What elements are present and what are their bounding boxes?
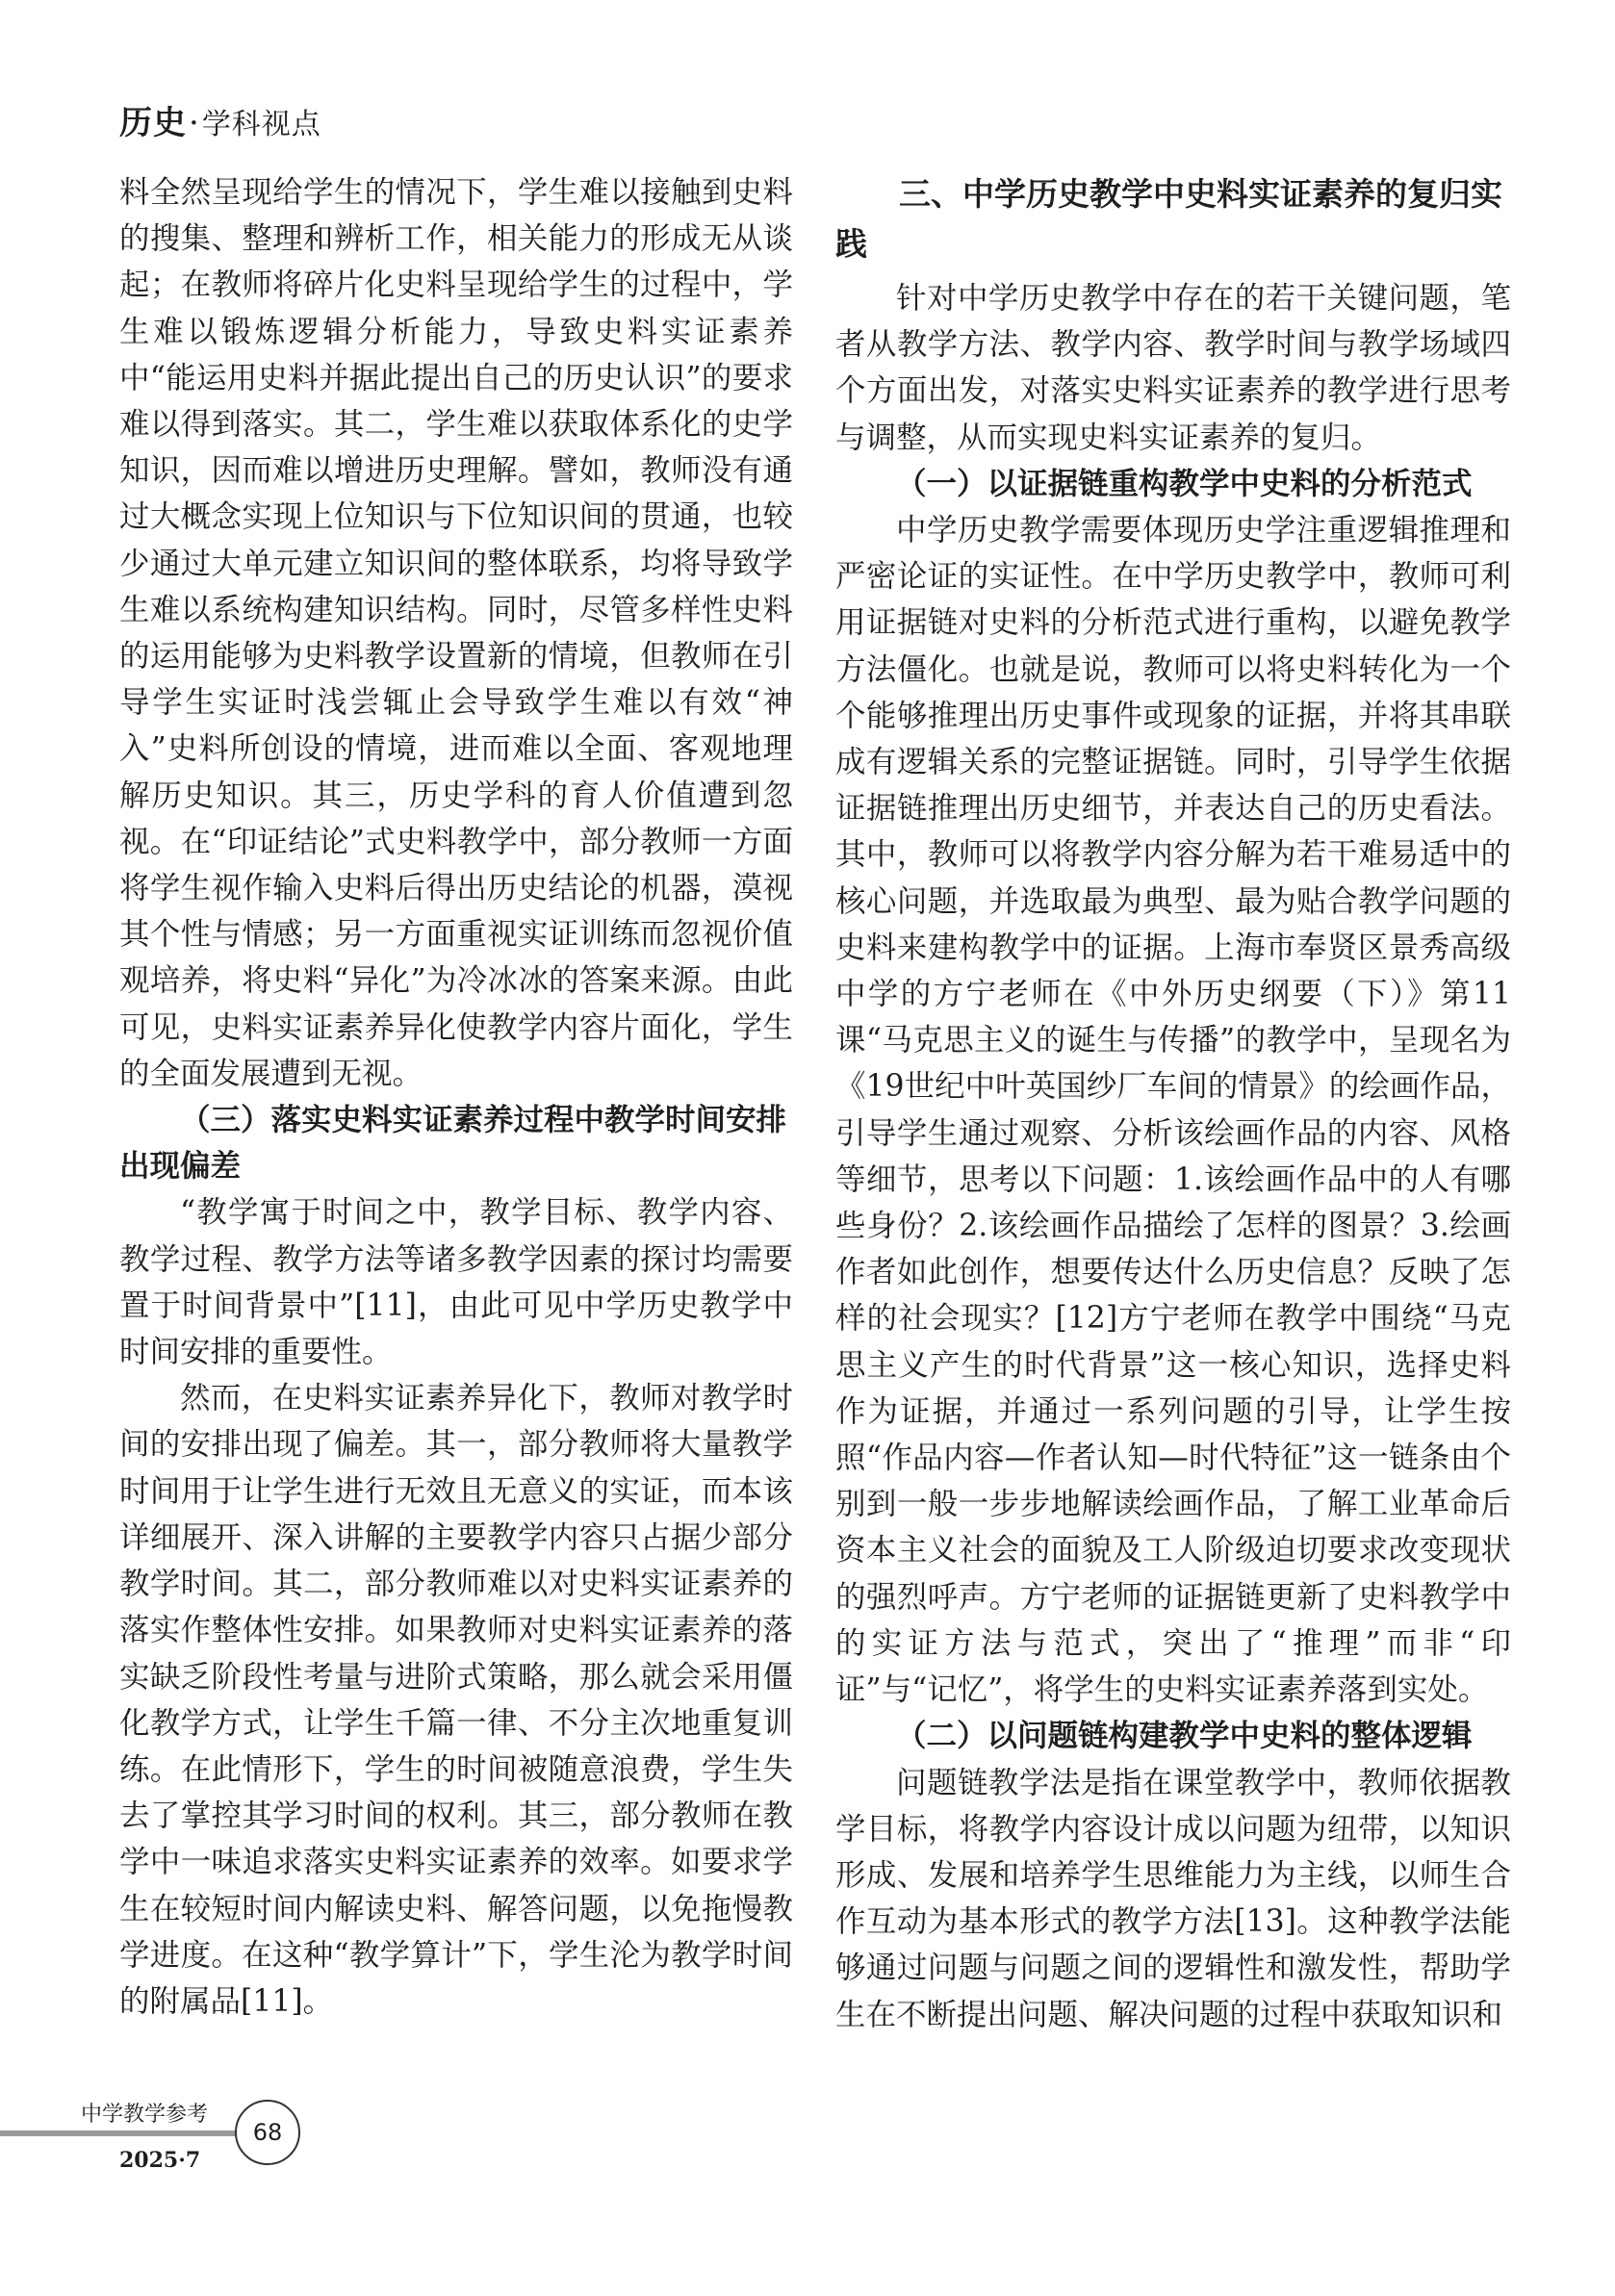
page-number: 68 [235, 2100, 300, 2165]
header-section: 历史 [119, 104, 187, 142]
left-paragraph: 料全然呈现给学生的情况下，学生难以接触到史料的搜集、整理和辨析工作，相关能力的形成无从谈起；在教师将碎片化史料呈现给学生的过程中，学生难以锻炼逻辑分析能力，导致史料实证素养中“能运用史料并据此提出自己的历史认识”的要求难以得到落实。其二，学生难以获取体系化的史学知识，因而难以增进历史理解。譬如，教师没有通过大概念实现上位知识与下位知识间的贯通，也较少通过大单元建立知识间的整体联系，均将导致学生难以系统构建知识结构。同时，尽管多样性史料的运用能够为史料教学设置新的情境，但教师在引导学生实证时浅尝辄止会导致学生难以有效“神入”史料所创设的情境，进而难以全面、客观地理解历史知识。其三，历史学科的育人价值遭到忽视。在“印证结论”式史料教学中，部分教师一方面将学生视作输入史料后得出历史结论的机器，漠视其个性与情感；另一方面重视实证训练而忽视价值观培养，将史料“异化”为冷冰冰的答案来源。由此可见，史料实证素养异化使教学内容片面化，学生的全面发展遭到无视。 [119, 175, 793, 1091]
right-subsection-heading: （二）以问题链构建教学中史料的整体逻辑 [896, 1718, 1473, 1754]
left-paragraph: 然而，在史料实证素养异化下，教师对教学时间的安排出现了偏差。其一，部分教师将大量教学时间用于让学生进行无效且无意义的实证，而本该详细展开、深入讲解的主要教学内容只占据少部分教学时间。其二，部分教师难以对史料实证素养的落实作整体性安排。如果教师对史料实证素养的落实缺乏阶段性考量与进阶式策略，那么就会采用僵化教学方式，让学生千篇一律、不分主次地重复训练。在此情形下，学生的时间被随意浪费，学生失去了掌控其学习时间的权利。其三，部分教师在教学中一味追求落实史料实证素养的效率。如要求学生在较短时间内解读史料、解答问题，以免拖慢教学进度。在这种“教学算计”下，学生沦为教学时间的附属品[11]。 [119, 1381, 793, 2019]
right-section-heading: 三、中学历史教学中史料实证素养的复归实践 [835, 175, 1502, 263]
right-column [835, 169, 1511, 2038]
right-paragraph: 针对中学历史教学中存在的若干关键问题，笔者从教学方法、教学内容、教学时间与教学场域四个方面出发，对落实史料实证素养的教学进行思考与调整，从而实现史料实证素养的复归。 [835, 281, 1511, 455]
running-header [119, 96, 321, 143]
footer-rule [0, 2130, 239, 2136]
journal-name: 中学教学参考 [81, 2103, 209, 2127]
right-paragraph: 问题链教学法是指在课堂教学中，教师依据教学目标，将教学内容设计成以问题为纽带，以知识形成、发展和培养学生思维能力为主线，以师生合作互动为基本形式的教学方法[13]。这种教学法能够通过问题与问题之间的逻辑性和激发性，帮助学生在不断提出问题、解决问题的过程中获取知识和 [835, 1765, 1511, 2032]
right-paragraph: 中学历史教学需要体现历史学注重逻辑推理和严密论证的实证性。在中学历史教学中，教师可利用证据链对史料的分析范式进行重构，以避免教学方法僵化。也就是说，教师可以将史料转化为一个个能够推理出历史事件或现象的证据，并将其串联成有逻辑关系的完整证据链。同时，引导学生依据证据链推理出历史细节，并表达自己的历史看法。其中，教师可以将教学内容分解为若干难易适中的核心问题，并选取最为典型、最为贴合教学问题的史料来建构教学中的证据。上海市奉贤区景秀高级中学的方宁老师在《中外历史纲要（下）》第11课“马克思主义的诞生与传播”的教学中，呈现名为《19世纪中叶英国纱厂车间的情景》的绘画作品，引导学生通过观察、分析该绘画作品的内容、风格等细节，思考以下问题：1.该绘画作品中的人有哪些身份？2.该绘画作品描绘了怎样的图景？3.绘画作者如此创作，想要传达什么历史信息？反映了怎样的社会现实？[12]方宁老师在教学中围绕“马克思主义产生的时代背景”这一核心知识，选择史料作为证据，并通过一系列问题的引导，让学生按照“作品内容—作者认知—时代特征”这一链条由个别到一般一步步地解读绘画作品，了解工业革命后资本主义社会的面貌及工人阶级迫切要求改变现状的强烈呼声。方宁老师的证据链更新了史料教学中的实证方法与范式，突出了“推理”而非“印证”与“记忆”，将学生的史料实证素养落到实处。 [835, 513, 1511, 1708]
left-subsection-heading: （三）落实史料实证素养过程中教学时间安排出现偏差 [119, 1102, 787, 1185]
header-subtitle: 学科视点 [201, 108, 321, 141]
right-subsection-heading: （一）以证据链重构教学中史料的分析范式 [896, 465, 1473, 501]
issue-date: 2025·7 [119, 2148, 201, 2173]
left-paragraph: “教学寓于时间之中，教学目标、教学内容、教学过程、教学方法等诸多教学因素的探讨均需要置于时间背景中”[11]，由此可见中学历史教学中时间安排的重要性。 [119, 1195, 793, 1370]
header-dot: · [189, 104, 200, 142]
left-column [119, 169, 793, 2025]
